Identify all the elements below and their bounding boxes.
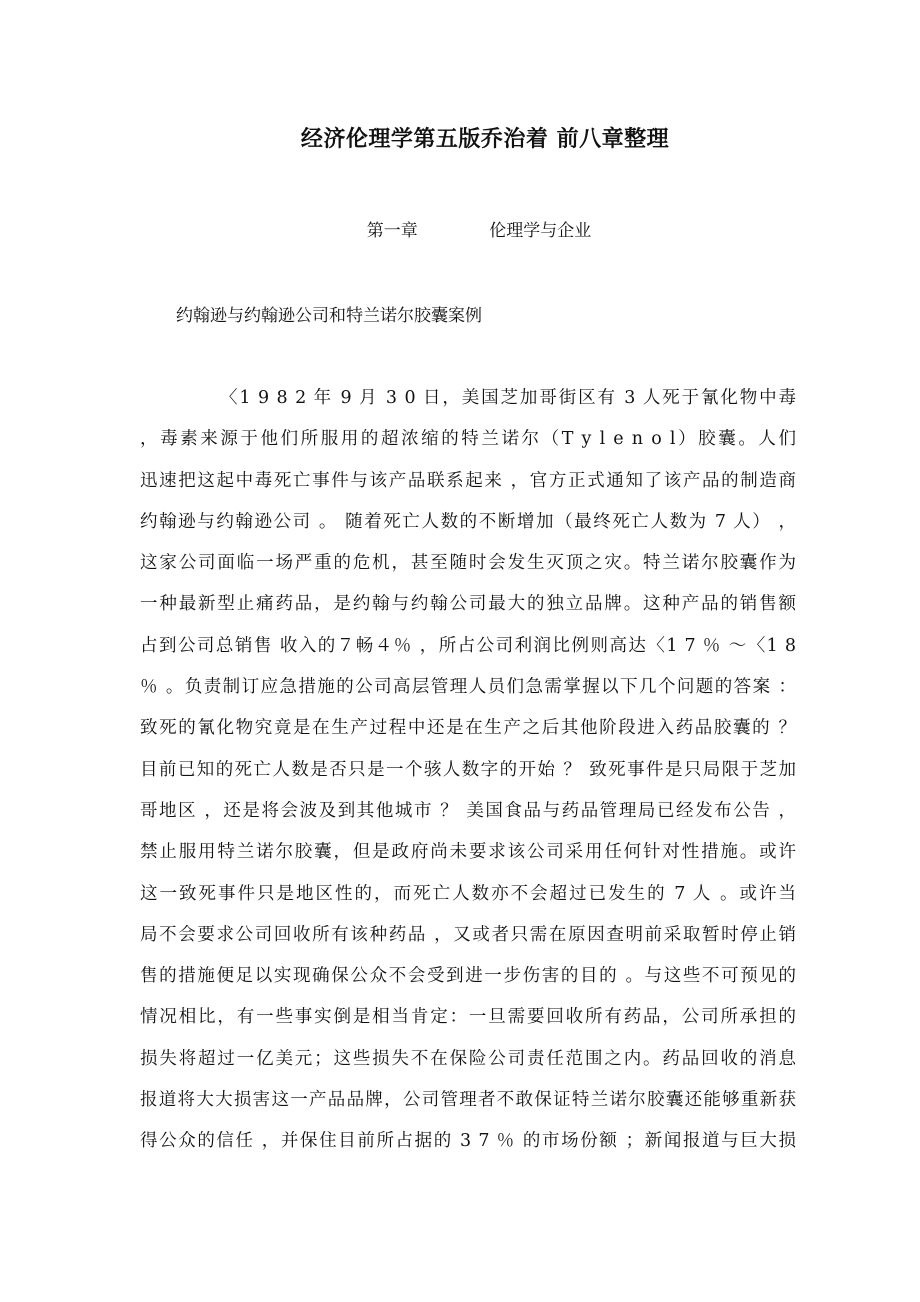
paragraph-line: 一种最新型止痛药品，是约翰与约翰公司最大的独立品牌。这种产品的销售额	[140, 594, 796, 615]
paragraph-line: 〈1 9 8 2 年 9 月 3 0 日，美国芝加哥街区有 3 人死于氰化物中毒	[220, 388, 796, 408]
body-paragraph	[140, 385, 796, 1170]
paragraph-line: ，毒素来源于他们所服用的超浓缩的特兰诺尔（T y l e n o l）胶囊。人们	[140, 429, 796, 450]
paragraph-line: 局不会要求公司回收所有该种药品 ，又或者只需在原因查明前采取暂时停止销	[140, 924, 796, 945]
paragraph-line: 损失将超过一亿美元；这些损失不在保险公司责任范围之内。药品回收的消息	[140, 1048, 796, 1069]
chapter-number: 第一章	[366, 221, 418, 241]
paragraph-line: 售的措施便足以实现确保公众不会受到进一步伤害的目的 。与这些不可预见的	[140, 966, 796, 987]
paragraph-line: 得公众的信任 ，并保住目前所占据的 3 7 ％ 的市场份额 ；新闻报道与巨大损	[140, 1131, 796, 1152]
paragraph-line: 报道将大大损害这一产品品牌，公司管理者不敢保证特兰诺尔胶囊还能够重新获	[140, 1090, 796, 1111]
paragraph-line: 这一致死事件只是地区性的，而死亡人数亦不会超过已发生的 7 人 。或许当	[140, 883, 796, 904]
paragraph-line: 哥地区 ，还是将会波及到其他城市 ？ 美国食品与药品管理局已经发布公告 ，	[140, 800, 796, 821]
paragraph-line: 约翰逊与约翰逊公司 。 随着死亡人数的不断增加（最终死亡人数为 7 人） ，	[140, 511, 796, 532]
paragraph-line: 禁止服用特兰诺尔胶囊，但是政府尚未要求该公司采用任何针对性措施。或许	[140, 842, 796, 863]
chapter-heading	[0, 216, 920, 241]
chapter-name: 伦理学与企业	[489, 221, 592, 241]
paragraph-line: 迅速把这起中毒死亡事件与该产品联系起来 ，官方正式通知了该产品的制造商	[140, 470, 796, 491]
paragraph-line: 这家公司面临一场严重的危机，甚至随时会发生灭顶之灾。特兰诺尔胶囊作为	[140, 553, 796, 574]
document-title: 经济伦理学第五版乔治着 前八章整理	[300, 126, 670, 152]
section-heading: 约翰逊与约翰逊公司和特兰诺尔胶囊案例	[176, 306, 482, 326]
paragraph-line: 占到公司总销售 收入的７畅４％ ，所占公司利润比例则高达〈1 7 ％ ～〈1 8	[140, 635, 796, 656]
paragraph-line: 目前已知的死亡人数是否只是一个骇人数字的开始 ？ 致死事件是只局限于芝加	[140, 759, 796, 780]
paragraph-line: 致死的氰化物究竟是在生产过程中还是在生产之后其他阶段进入药品胶囊的 ？	[140, 718, 796, 739]
paragraph-line: ％ 。负责制订应急措施的公司高层管理人员们急需掌握以下几个问题的答案 ：	[140, 677, 796, 698]
paragraph-line: 情况相比，有一些事实倒是相当肯定：一旦需要回收所有药品，公司所承担的	[140, 1007, 796, 1028]
